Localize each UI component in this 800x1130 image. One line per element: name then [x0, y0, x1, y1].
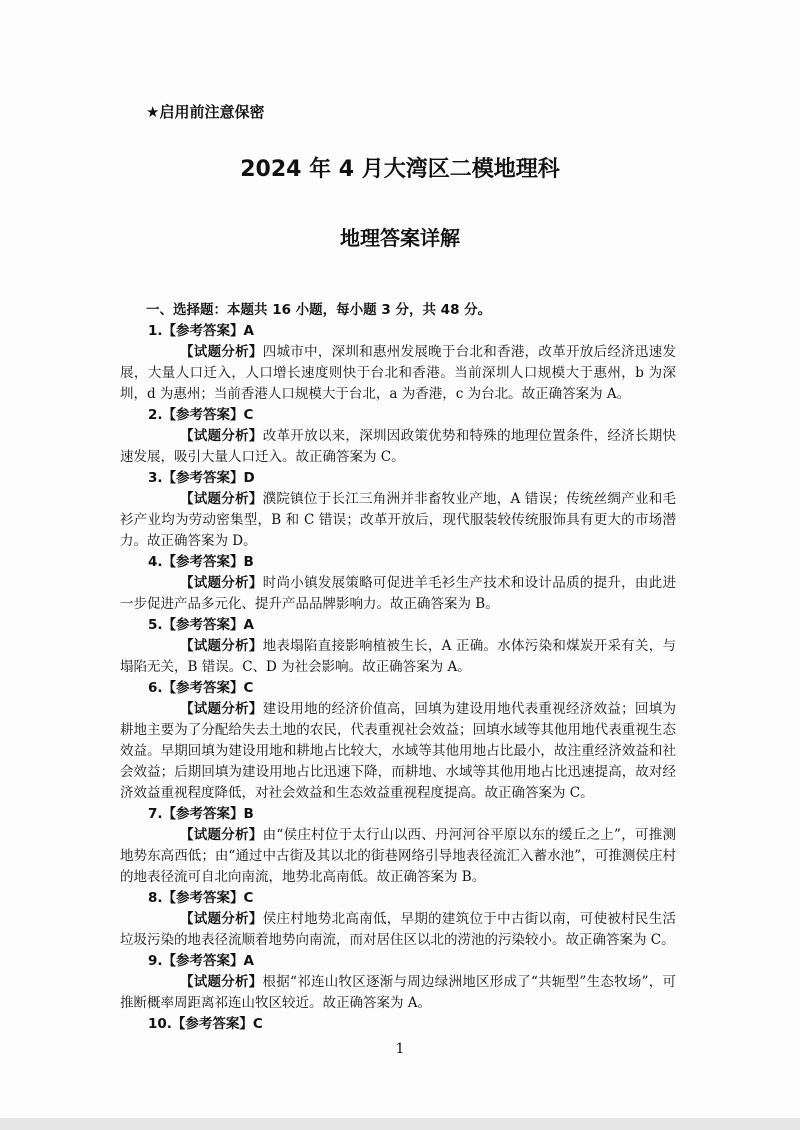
answer-line: 2.【参考答案】C	[148, 407, 254, 423]
page-subtitle: 地理答案详解	[340, 226, 460, 250]
question-9	[120, 951, 676, 1014]
answer-line: 7.【参考答案】B	[148, 806, 254, 822]
analysis-paragraph	[120, 825, 676, 888]
analysis-paragraph	[120, 972, 676, 1014]
page-title: 2024 年 4 月大湾区二模地理科	[240, 157, 560, 182]
analysis-paragraph	[120, 699, 676, 804]
analysis-text: 侯庄村地势北高南低，早期的建筑位于中古街以南，可使被村民生活垃圾污染的地表径流顺着地势向南流，而对居住区以北的涝池的污染较小。故正确答案为 C。	[120, 911, 677, 948]
analysis-text: 地表塌陷直接影响植被生长，A 正确。水体污染和煤炭开采有关，与塌陷无关，B 错误。C、D 为社会影响。故正确答案为 A。	[120, 638, 676, 675]
analysis-paragraph	[120, 489, 676, 552]
confidential-notice: ★启用前注意保密	[146, 103, 265, 121]
answer-line: 8.【参考答案】C	[148, 890, 254, 906]
question-4	[120, 552, 676, 615]
analysis-text: 由“侯庄村位于太行山以西、丹河河谷平原以东的缓丘之上”，可推测地势东高西低；由“通过中古街及其以北的街巷网络引导地表径流汇入蓄水池”，可推测侯庄村的地表径流可自北向南流，地势北高南低。故正确答案为 B。	[120, 827, 677, 885]
analysis-label: 【试题分析】	[180, 827, 263, 843]
answer-line: 5.【参考答案】A	[148, 617, 254, 633]
analysis-text: 建设用地的经济价值高，回填为建设用地代表重视经济效益；回填为耕地主要为了分配给失去土地的农民，代表重视社会效益；回填水域等其他用地代表重视生态效益。早期回填为建设用地和耕地占比较大，水域等其他用地占比最小，故注重经济效益和社会效益；后期回填为建设用地占比迅速下降，而耕地、水域等其他用地占比迅速提高，故对经济效益重视程度降低，对社会效益和生态效益重视程度提高。故正确答案为 C。	[120, 701, 677, 801]
question-8	[120, 888, 676, 951]
answer-line: 4.【参考答案】B	[148, 554, 254, 570]
analysis-label: 【试题分析】	[180, 638, 263, 654]
analysis-paragraph	[120, 342, 676, 405]
analysis-paragraph	[120, 426, 676, 468]
answer-line: 1.【参考答案】A	[148, 323, 254, 339]
question-7	[120, 804, 676, 888]
answer-line: 10.【参考答案】C	[148, 1016, 263, 1032]
analysis-text: 时尚小镇发展策略可促进羊毛衫生产技术和设计品质的提升，由此进一步促进产品多元化、提升产品品牌影响力。故正确答案为 B。	[120, 575, 677, 612]
analysis-paragraph	[120, 636, 676, 678]
analysis-paragraph	[120, 573, 676, 615]
analysis-label: 【试题分析】	[180, 911, 263, 927]
analysis-label: 【试题分析】	[180, 974, 263, 990]
section-heading: 一、选择题：本题共 16 小题，每小题 3 分，共 48 分。	[146, 302, 492, 318]
page-bottom-edge	[0, 1118, 800, 1130]
question-3	[120, 468, 676, 552]
analysis-text: 根据“祁连山牧区逐渐与周边绿洲地区形成了“共轭型”生态牧场”，可推断概率周距离祁连山牧区较近。故正确答案为 A。	[120, 974, 677, 1011]
answer-line: 9.【参考答案】A	[148, 953, 254, 969]
analysis-label: 【试题分析】	[180, 428, 263, 444]
answer-line: 6.【参考答案】C	[148, 680, 254, 696]
analysis-text: 改革开放以来，深圳因政策优势和特殊的地理位置条件，经济长期快速发展，吸引大量人口迁入。故正确答案为 C。	[120, 428, 677, 465]
analysis-label: 【试题分析】	[180, 491, 263, 507]
analysis-text: 四城市中，深圳和惠州发展晚于台北和香港，改革开放后经济迅速发展，大量人口迁入，人口增长速度则快于台北和香港。当前深圳人口规模大于惠州，b 为深圳，d 为惠州；当前香港人口规模大于台北，a 为香港，c 为台北。故正确答案为 A。	[120, 344, 677, 402]
analysis-label: 【试题分析】	[180, 344, 263, 360]
question-2	[120, 405, 676, 468]
analysis-paragraph	[120, 909, 676, 951]
question-10	[120, 1014, 676, 1035]
analysis-label: 【试题分析】	[180, 701, 263, 717]
question-1	[120, 321, 676, 405]
question-5	[120, 615, 676, 678]
analysis-text: 濮院镇位于长江三角洲并非畜牧业产地，A 错误；传统丝绸产业和毛衫产业均为劳动密集型，B 和 C 错误；改革开放后，现代服装较传统服饰具有更大的市场潜力。故正确答案为 D。	[120, 491, 676, 549]
question-6	[120, 678, 676, 804]
answer-line: 3.【参考答案】D	[148, 470, 255, 486]
answer-content	[120, 300, 676, 1035]
analysis-label: 【试题分析】	[180, 575, 263, 591]
page-number: 1	[395, 1041, 405, 1057]
